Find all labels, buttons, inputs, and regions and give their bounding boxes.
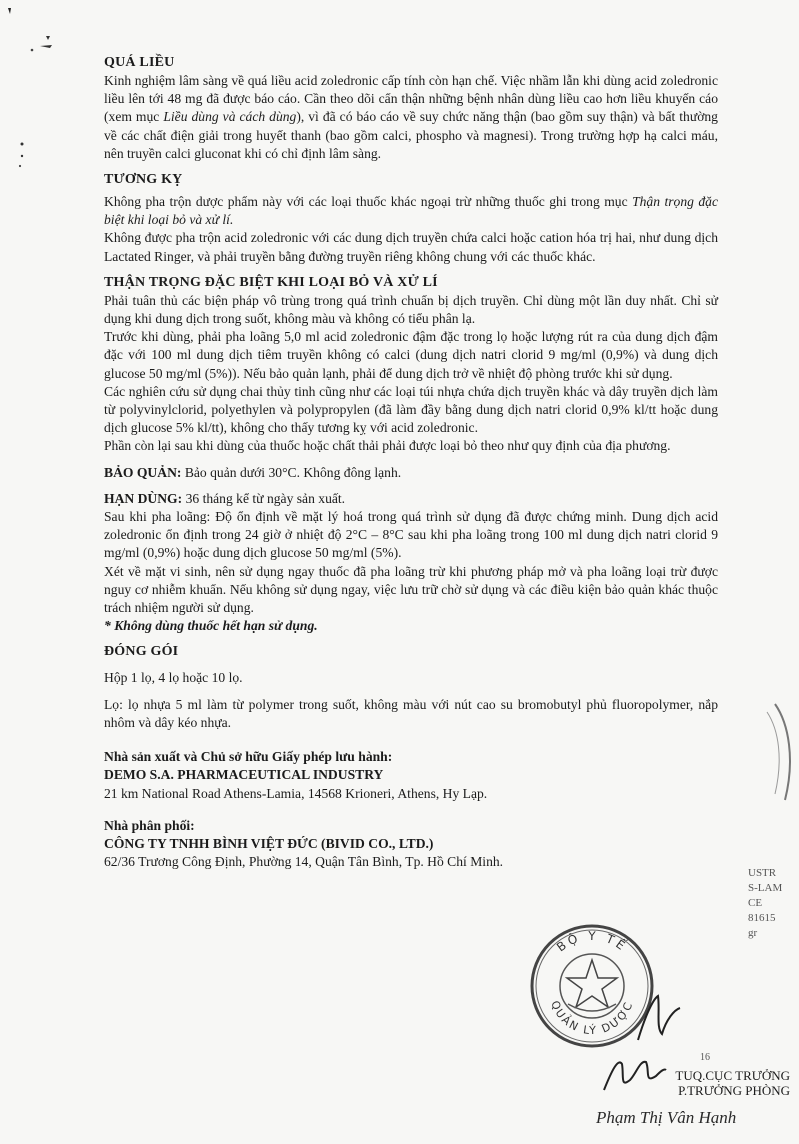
section-distributor: [104, 817, 718, 872]
section-manufacturer: [104, 748, 718, 803]
manufacturer-address: 21 km National Road Athens-Lamia, 14568 Krioneri, Athens, Hy Lạp.: [104, 785, 488, 801]
storage-text: BẢO QUẢN: Bảo quản dưới 30°C. Không đông lạnh.: [104, 464, 402, 480]
edge-stamp-fragment: USTR S-LAM CE 81615 gr: [748, 867, 783, 939]
incompat-text-1: Không pha trộn dược phẩm này với các loại thuốc khác ngoại trừ những thuốc ghi trong mục Thận trọng đặc biệt khi loại bỏ và xử lí.: [104, 194, 718, 228]
distributor-label: Nhà phân phối:: [104, 817, 195, 833]
distributor-address: 62/36 Trương Công Định, Phường 14, Quận Tân Bình, Tp. Hồ Chí Minh.: [104, 854, 504, 870]
section-storage: [104, 464, 718, 482]
signoff-name: Phạm Thị Vân Hạnh: [596, 1108, 737, 1127]
svg-text:BỘ Y TẾ: BỘ Y TẾ: [554, 928, 630, 955]
expiry-warning: * Không dùng thuốc hết hạn sử dụng.: [104, 618, 318, 634]
shelf-life-text: HẠN DÙNG: 36 tháng kể từ ngày sản xuất.: [104, 490, 346, 506]
signoff-line-2: P.TRƯỞNG PHÒNG: [678, 1083, 790, 1098]
packaging-text-2: Lọ: lọ nhựa 5 ml làm từ polymer trong suốt, không màu với nút cao su bromobutyl phủ fluoropolymer, nắp nhôm và dây kéo nhựa.: [104, 696, 718, 730]
disposal-text-3: Các nghiên cứu sử dụng chai thủy tinh cũng như các loại túi nhựa chứa dịch truyền khác và dây truyền dịch làm từ polyvinylclorid, polyethylen và polypropylen (đã làm đầy bằng dung dịch natri clorid 0,9% kl/tt hoặc dung dịch glucose 5% kl/tt), không cho thấy tương kỵ với acid zoledronic.: [104, 383, 718, 436]
signoff-block: [600, 1068, 790, 1098]
section-overdose: [104, 54, 718, 163]
heading-disposal: THẬN TRỌNG ĐẶC BIỆT KHI LOẠI BỎ VÀ XỬ LÍ: [104, 274, 438, 290]
section-packaging: [104, 643, 718, 732]
heading-packaging: ĐÓNG GÓI: [104, 644, 179, 660]
document-body: [104, 54, 718, 871]
shelf-life-text-1: Sau khi pha loãng: Độ ổn định về mặt lý hoá trong quá trình sử dụng đã được chứng minh. Dung dịch acid zoledronic ổn định trong 24 giờ ở nhiệt độ 2°C – 8°C sau khi pha loãng trong 100 ml dung dịch natri clorid 9 mg/ml (0,9%) hoặc dung dịch glucose 50 mg/ml (5%).: [104, 509, 718, 561]
shelf-life-text-2: Xét về mặt vi sinh, nên sử dụng ngay thuốc đã pha loãng trừ khi phương pháp mở và pha loãng loại trừ được nguy cơ nhiễm khuẩn. Nếu không sử dụng ngay, việc lưu trữ chờ sử dụng và các điều kiện bảo quản khác thuộc trách nhiệm người sử dụng.: [104, 563, 718, 616]
disposal-text-4: Phần còn lại sau khi dùng của thuốc hoặc chất thải phải được loại bỏ theo như quy định của địa phương.: [104, 438, 671, 454]
manufacturer-label: Nhà sản xuất và Chủ sở hữu Giấy phép lưu hành:: [104, 749, 393, 765]
section-disposal: [104, 274, 718, 456]
section-shelf-life: [104, 490, 718, 636]
signature-scribble-upper: [630, 990, 690, 1046]
section-incompatibility: [104, 171, 718, 266]
disposal-text-2: Trước khi dùng, phải pha loãng 5,0 ml acid zoledronic đậm đặc trong lọ hoặc lượng rút ra của dung dịch đậm đặc với 100 ml dung dịch tiêm truyền không có calci (dung dịch natri clorid 9 mg/ml (0,9%) và dung dịch glucose 50 mg/ml (5%)). Nếu bảo quản lạnh, phải để dung dịch trở về nhiệt độ phòng trước khi sử dụng.: [104, 329, 718, 381]
heading-incompatibility: TƯƠNG KỴ: [104, 172, 183, 188]
scan-speck-marks: [0, 0, 90, 180]
distributor-name: CÔNG TY TNHH BÌNH VIỆT ĐỨC (BIVID CO., LTD.): [104, 835, 434, 851]
packaging-text-1: Hộp 1 lọ, 4 lọ hoặc 10 lọ.: [104, 670, 243, 686]
page-number: 16: [700, 1052, 710, 1063]
manufacturer-name: DEMO S.A. PHARMACEUTICAL INDUSTRY: [104, 767, 384, 783]
disposal-text-1: Phải tuân thủ các biện pháp vô trùng trong quá trình chuẩn bị dịch truyền. Chỉ dùng một lần duy nhất. Chỉ sử dụng khi dung dịch trong suốt, không màu và không có tiểu phân lạ.: [104, 292, 718, 327]
svg-text:QUẢN LÝ DƯỢC: QUẢN LÝ DƯỢC: [548, 998, 636, 1038]
partial-stamp-mark: [745, 700, 799, 810]
incompat-text-2: Không được pha trộn acid zoledronic với các dung dịch truyền chứa calci hoặc cation hóa trị hai, như dung dịch Lactated Ringer, và phải truyền bằng đường truyền riêng không chung với các thuốc khác.: [104, 230, 718, 264]
overdose-text: Kinh nghiệm lâm sàng về quá liều acid zoledronic cấp tính còn hạn chế. Việc nhầm lẫn khi dùng acid zoledronic liều lên tới 48 mg đã được báo cáo. Cần theo dõi cẩn thận những bệnh nhân dùng liều cao hơn liều khuyến cáo (xem mục Liều dùng và cách dùng), vì đã có báo cáo về suy chức năng thận (bao gồm suy thận) và bất thường về các chất điện giải trong huyết thanh (bao gồm calci, phospho và magnesi). Trong trường hợp hạ calci máu, nên truyền calci gluconat khi có chỉ định lâm sàng.: [104, 73, 718, 161]
signoff-line-1: TUQ.CỤC TRƯỞNG: [675, 1068, 790, 1083]
heading-overdose: QUÁ LIỀU: [104, 55, 175, 70]
